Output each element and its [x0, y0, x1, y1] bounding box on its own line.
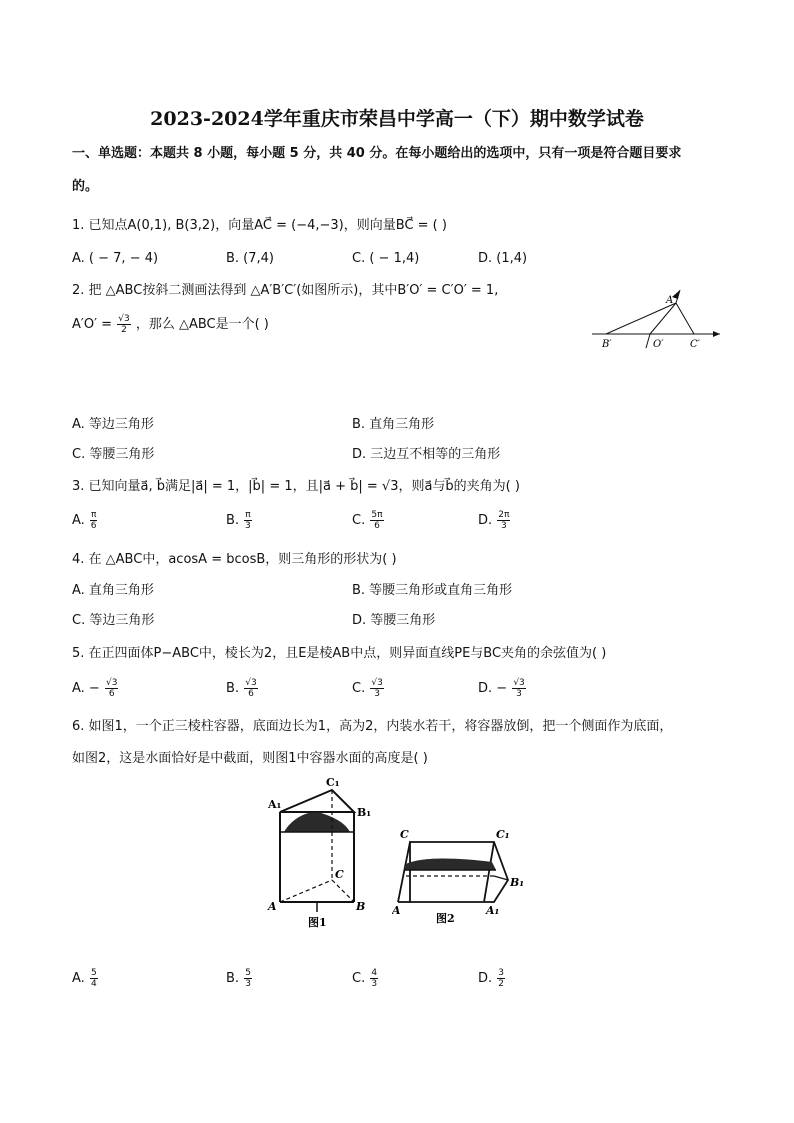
q5-option-c: [352, 678, 385, 699]
q3-option-b-frac: [244, 510, 251, 531]
q6-option-d-label: D.: [478, 971, 493, 986]
q3-a-den: 6: [90, 521, 97, 531]
q5-c-den: 3: [374, 689, 380, 699]
q5-option-d-frac: [512, 678, 525, 699]
fig1-label-c: C: [335, 868, 344, 881]
page-title: 2023-2024学年重庆市荣昌中学高一（下）期中数学试卷: [150, 108, 644, 130]
q1-option-d: D. (1,4): [478, 251, 528, 266]
q4-option-d: D. 等腰三角形: [352, 613, 436, 628]
fig2-caption: 图2: [436, 912, 455, 925]
q5-option-b-label: B.: [226, 681, 240, 696]
q5-option-c-label: C.: [352, 681, 366, 696]
q4-option-a: A. 直角三角形: [72, 583, 154, 598]
section-header-line2: 的。: [72, 179, 99, 194]
q6-option-a-frac: [90, 968, 98, 989]
q6-b-num: 5: [245, 968, 251, 978]
fig1-label-b: B: [356, 900, 366, 913]
q3-option-c-frac: [370, 510, 383, 531]
q5-d-den: 3: [516, 689, 522, 699]
q3-c-den: 6: [374, 521, 380, 531]
fig1-label-c1: C₁: [326, 776, 340, 789]
q6-option-d-frac: [497, 968, 505, 989]
q6-d-den: 2: [498, 979, 505, 989]
q2-frac-den: 2: [121, 325, 127, 335]
q5-option-d: [478, 678, 527, 699]
q2-line2-suffix: ，那么 △ABC是一个( ): [135, 317, 269, 332]
q6-option-d: [478, 968, 506, 989]
fig2-label-a1: A₁: [486, 904, 500, 917]
q6-option-c: [352, 968, 379, 989]
q5-a-den: 6: [108, 689, 115, 699]
fig2-label-a: A: [392, 904, 401, 917]
q2-fig-label-c: C′: [690, 339, 700, 350]
q3-option-d: [478, 510, 511, 531]
q2-option-a: A. 等边三角形: [72, 417, 154, 432]
q6-c-num: 4: [371, 968, 378, 978]
fig1-label-b1: B₁: [357, 806, 372, 819]
q4-option-c: C. 等边三角形: [72, 613, 155, 628]
q2-stem-line2: [72, 314, 269, 335]
q5-d-num: √3: [513, 678, 525, 688]
q6-option-c-label: C.: [352, 971, 366, 986]
q2-line2-prefix: A′O′ =: [72, 317, 113, 332]
q6-a-den: 4: [90, 979, 97, 989]
q6-stem-line2: 如图2，这是水面恰好是中截面，则图1中容器水面的高度是( ): [72, 751, 428, 766]
q3-option-a-frac: [90, 510, 97, 531]
fig2-label-c1: C₁: [496, 828, 510, 841]
q6-figure-1: [262, 774, 372, 934]
q2-frac-num: √3: [118, 314, 130, 324]
q2-fig-label-o: O′: [653, 339, 664, 350]
q6-option-c-frac: [370, 968, 378, 989]
q6-stem-line1: 6. 如图1，一个正三棱柱容器，底面边长为1，高为2，内装水若干，将容器放倒，把一个侧面作为底面，: [72, 719, 673, 734]
q1-option-b: B. (7,4): [226, 251, 275, 266]
q4-option-b: B. 等腰三角形或直角三角形: [352, 583, 513, 598]
q6-option-b: [226, 968, 253, 989]
q6-c-den: 3: [371, 979, 378, 989]
q2-fig-label-a: A′: [666, 295, 676, 306]
q1-option-a: A. ( − 7, − 4): [72, 251, 159, 266]
q6-figure-2: [392, 820, 538, 930]
q2-option-b: B. 直角三角形: [352, 417, 435, 432]
q5-option-a-frac: [105, 678, 118, 699]
q3-b-num: π: [245, 510, 251, 520]
q3-option-d-label: D.: [478, 513, 493, 528]
q5-stem: 5. 在正四面体P−ABC中，棱长为2，且E是棱AB中点，则异面直线PE与BC夹角的余弦值为( ): [72, 646, 607, 661]
q3-option-c-label: C.: [352, 513, 366, 528]
q6-d-num: 3: [498, 968, 505, 978]
q3-b-den: 3: [245, 521, 251, 531]
q3-option-d-frac: [497, 510, 510, 531]
q6-option-a: [72, 968, 99, 989]
q5-b-num: √3: [245, 678, 257, 688]
q2-figure: [588, 288, 728, 354]
q3-d-den: 3: [501, 521, 507, 531]
q3-option-c: [352, 510, 385, 531]
q3-option-b: [226, 510, 253, 531]
q5-c-num: √3: [371, 678, 383, 688]
section-header-line1: 一、单选题：本题共 8 小题，每小题 5 分，共 40 分。在每小题给出的选项中，只有一项是符合题目要求: [72, 146, 682, 161]
q5-option-c-frac: [370, 678, 383, 699]
fig1-label-a: A: [268, 900, 277, 913]
q3-option-a-label: A.: [72, 513, 85, 528]
q2-fraction: [117, 314, 130, 335]
q2-option-c: C. 等腰三角形: [72, 447, 155, 462]
q6-b-den: 3: [245, 979, 251, 989]
q3-d-num: 2π: [498, 510, 510, 520]
q3-option-a: [72, 510, 98, 531]
q2-stem-line1: 2. 把 △ABC按斜二测画法得到 △A′B′C′(如图所示)，其中B′O′ = C′O′ = 1,: [72, 283, 499, 298]
q5-b-den: 6: [248, 689, 254, 699]
q4-stem: 4. 在 △ABC中，acosA = bcosB，则三角形的形状为( ): [72, 552, 397, 567]
q5-option-b-frac: [244, 678, 257, 699]
q2-fig-label-b: B′: [602, 339, 612, 350]
q5-option-b: [226, 678, 259, 699]
q6-a-num: 5: [90, 968, 97, 978]
q1-stem: 1. 已知点A(0,1), B(3,2)，向量AC⃗ = (−4,−3)，则向量BC⃗ = ( ): [72, 218, 447, 233]
fig1-label-a1: A₁: [268, 798, 282, 811]
fig1-caption: 图1: [308, 916, 327, 929]
q5-a-num: √3: [105, 678, 118, 688]
q3-option-b-label: B.: [226, 513, 240, 528]
q3-a-num: π: [90, 510, 97, 520]
q5-option-a-label: A. −: [72, 681, 100, 696]
fig2-label-c: C: [400, 828, 409, 841]
q6-option-b-label: B.: [226, 971, 240, 986]
q5-option-a: [72, 678, 119, 699]
q3-stem: 3. 已知向量a⃗, b⃗满足|a⃗| = 1，|b⃗| = 1，且|a⃗ + b⃗| = √3，则a⃗与b⃗的夹角为( ): [72, 479, 520, 494]
q1-option-c: C. ( − 1,4): [352, 251, 420, 266]
q3-c-num: 5π: [371, 510, 383, 520]
q2-option-d: D. 三边互不相等的三角形: [352, 447, 501, 462]
q6-option-b-frac: [244, 968, 252, 989]
fig2-label-b1: B₁: [510, 876, 525, 889]
q5-option-d-label: D. −: [478, 681, 508, 696]
q6-option-a-label: A.: [72, 971, 85, 986]
